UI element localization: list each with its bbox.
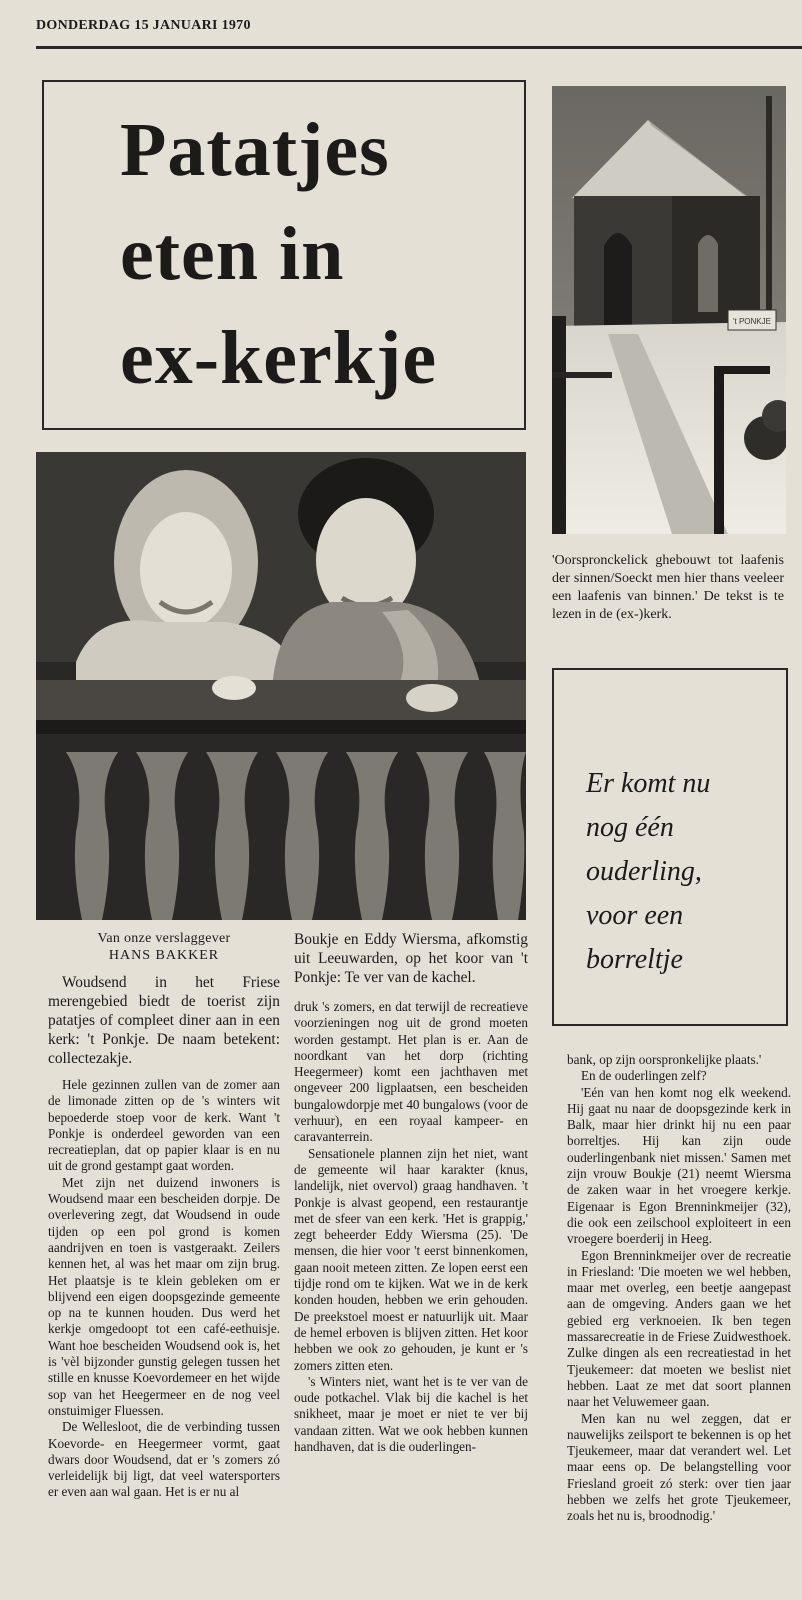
pullquote-line-3: ouderling, [586,856,702,887]
photo-caption: 'Oorspronckelick ghebouwt tot laafenis der sinnen/Soeckt men hier thans veeleer een laafenis van binnen.' De tekst is te lezen in de (ex-)kerk. [552,553,784,622]
article-paragraph: Met zijn net duizend inwoners is Woudsend maar een bescheiden dorpje. De overlevering zegt, dat Woudsend in oude tijden op een pol grond is komen aandrijven en toen is vastgeraakt. Zeilers kennen het, al was het maar om zijn brug. Het plaatsje is te klein gebleken om er blijvend een eigen doopsgezinde gemeente op na te kunnen houden. Dus werd het kerkje omgedoopt tot een café-eethuisje. Want hoe bescheiden Woudsend ook is, het is 'vèl bijzonder gunstig gelegen tussen het stille en knusse Koevordemeer en het wijde sop van het Heegermeer en de nog veel onstuimiger Fluessen. [48,1174,280,1418]
article-paragraph: Sensationele plannen zijn het niet, want de gemeente wil haar karakter (knus, landelijk, niet overvol) graag handhaven. 't Ponkje is alvast geopend, een restaurantje met de sfeer van een kerk. 'Het is grappig,' zegt beheerder Eddy Wiersma (25). 'De mensen, die hier voor 't eerst binnenkomen, gaan nooit meteen zitten. Ze lopen eerst een tijdje rond om te kijken. Wat we in de kerk konden houden, hebben we erin gehouden. De preekstoel moest er natuurlijk uit. Maar de hemel erboven is blijven zitten. Het koor hebben we ook zo gehouden, je kunt er 's zomers zitten eten. [294,1145,528,1373]
top-rule [36,46,802,49]
dateline: DONDERDAG 15 JANUARI 1970 [36,18,251,33]
article-lead: Woudsend in het Friese merengebied biedt de toerist zijn patatjes of compleet diner aan in een kerk: 't Ponkje. De naam betekent: collectezakje. [48,974,280,1067]
article-paragraph: druk 's zomers, en dat terwijl de recreatieve voorzieningen nog uit de grond moeten worden gestampt. Het plan is er. Aan de noordkant van het dorp (richting Heegermeer) komt een jachthaven met ongeveer 200 ligplaatsen, een bescheiden bungalowdorpje met 40 bungalows (voor de verhuur), en een royaal kampeer- en caravanterrein. [294,999,528,1145]
headline-box [42,80,526,430]
article-paragraph: Egon Brenninkmeijer over de recreatie in Friesland: 'Die moeten we wel hebben, maar met overleg, een beetje aangepast aan de omgeving. Anders gaan we het gebied erg verknoeien. Ik ben tegen massarecreatie in de Friese Zuidwesthoek. Zulke dingen als een recreatiestad in het Tjeukemeer: dat moeten we beslist niet hebben. Laat ze met dat soort plannen naar het Veluwemeer gaan. [567,1247,791,1410]
pullquote-box [552,668,788,1026]
headline-line-3: ex-kerkje [120,316,438,400]
article-paragraph: bank, op zijn oorspronkelijke plaats.' [567,1052,762,1067]
article-column-2 [294,930,528,1455]
article-paragraph: Men kan nu wel zeggen, dat er nauwelijks zeilsport te bekennen is op het Tjeukemeer, maar dat verandert wel. Let maar eens op. De belangstelling voor Friesland groeit zó sterk: over tien jaar hebben we zelfs het grote Tjeukemeer, zoals het nu is, broodnodig.' [567,1410,791,1524]
article-paragraph: 's Winters niet, want het is te ver van de oude potkachel. Vlak bij die kachel is het snikheet, maar je moet er niet te ver bij vandaan zitten. Wat we ook hebben kunnen handhaven, dat is die ouderlingen- [294,1373,528,1455]
byline-intro: Van onze verslaggever [97,931,231,946]
couple-photo [36,452,526,920]
photo-caption-couple: Boukje en Eddy Wiersma, afkomstig uit Leeuwarden, op het koor van 't Ponkje: Te ver van de kachel. [294,931,528,986]
article-paragraph: De Wellesloot, die de verbinding tussen Koevorde- en Heegermeer vormt, gaat dwars door Woudsend, dat er 's zomers zó verleidelijk bij ligt, dat veel watersporters er even aan wal gaan. Het is er nu al [48,1419,280,1500]
pullquote-line-1: Er komt nu [586,768,711,799]
byline-author: HANS BAKKER [108,948,220,963]
pullquote-line-2: nog één [586,812,674,843]
pullquote-line-4: voor een [586,900,684,931]
article-column-3 [567,1052,791,1525]
pullquote-line-5: borreltje [586,944,683,975]
article-paragraph: Hele gezinnen zullen van de zomer aan de limonade zitten op de 's winters wit bepoederde stoep voor de kerk. Want 't Ponkje is onderdeel geworden van een recreatieplan, dat op papier klaar is en nu uit de grond gestampt gaat worden. [48,1077,280,1174]
article-column-1 [48,930,280,1501]
article-paragraph: En de ouderlingen zelf? [581,1068,707,1084]
church-photo [552,86,786,534]
headline-line-1: Patatjes [120,108,390,192]
article-paragraph: 'Eén van hen komt nog elk weekend. Hij gaat nu naar de doopsgezinde kerk in Balk, maar hier drinkt hij nu een paar borreltjes. Hij kan zijn oude ouderlingenbank niet missen.' Samen met zijn vrouw Boukje (21) neemt Wiersma de zaken waar in het vroegere kerkje. Eigenaar is Egon Brenninkmeijer (32), die ook een zeilschool exploiteert in een vroegere boerderij in Heeg. [567,1084,791,1247]
church-sign-text: 't PONKJE [733,317,771,326]
headline-line-2: eten in [120,212,345,296]
